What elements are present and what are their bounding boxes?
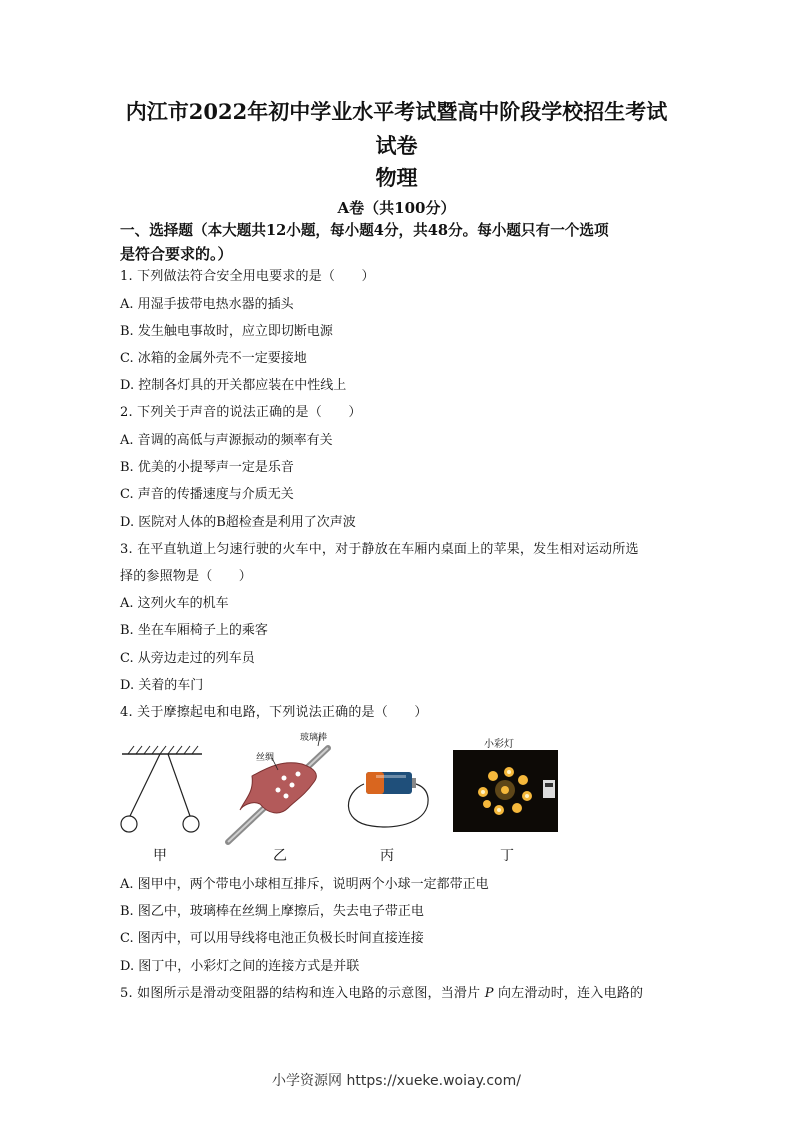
question-4-stem: 4. 关于摩擦起电和电路，下列说法正确的是（ ）	[120, 705, 428, 720]
question-5-stem	[120, 985, 643, 1003]
question-3-option-a: A. 这列火车的机车	[120, 596, 229, 611]
question-1-stem: 1. 下列做法符合安全用电要求的是（ ）	[120, 269, 375, 284]
subject-title: 物理	[375, 165, 418, 190]
figure-ding-string-lights	[453, 750, 558, 832]
question-2-option-a: A. 音调的高低与声源振动的频率有关	[120, 433, 333, 448]
question-3-option-b: B. 坐在车厢椅子上的乘客	[120, 623, 268, 638]
question-1-option-a: A. 用湿手拔带电热水器的插头	[120, 297, 294, 312]
question-2-option-b: B. 优美的小提琴声一定是乐音	[120, 460, 294, 475]
question-3-option-c: C. 从旁边走过的列车员	[120, 651, 255, 666]
section-heading-line2: 是符合要求的。）	[120, 245, 233, 263]
question-3-stem-line1: 3. 在平直轨道上匀速行驶的火车中，对于静放在车厢内桌面上的苹果，发生相对运动所选	[120, 542, 639, 557]
question-5-stem-post: 向左滑动时，连入电路的	[497, 986, 644, 1001]
question-5-variable-p: P	[484, 986, 494, 1001]
question-5-stem-pre: 5. 如图所示是滑动变阻器的结构和连入电路的示意图，当滑片	[120, 986, 481, 1001]
page-footer-watermark: 小学资源网 https://xueke.woiay.com/	[272, 1073, 521, 1089]
figure-yi-glass-rod-silk	[222, 730, 342, 848]
question-4-option-a: A. 图甲中，两个带电小球相互排斥，说明两个小球一定都带正电	[120, 877, 489, 892]
figure-label-ding: 丁	[500, 848, 514, 864]
question-2-option-d: D. 医院对人体的B超检查是利用了次声波	[120, 515, 356, 530]
figure-jia-charged-balls	[118, 742, 208, 834]
question-1-option-c: C. 冰箱的金属外壳不一定要接地	[120, 351, 307, 366]
question-3-stem-line2: 择的参照物是（ ）	[120, 569, 253, 584]
question-4-option-d: D. 图丁中，小彩灯之间的连接方式是并联	[120, 959, 360, 974]
part-heading: A卷（共100分）	[337, 199, 456, 217]
question-1-option-d: D. 控制各灯具的开关都应装在中性线上	[120, 378, 347, 393]
exam-title-line1: 内江市2022年初中学业水平考试暨高中阶段学校招生考试	[125, 99, 668, 124]
label-glass-rod: 玻璃棒	[300, 733, 328, 743]
figure-label-bing: 丙	[380, 848, 394, 864]
figure-label-jia: 甲	[153, 848, 167, 864]
label-silk: 丝绸	[256, 753, 275, 763]
question-3-option-d: D. 关着的车门	[120, 678, 204, 693]
question-2-option-c: C. 声音的传播速度与介质无关	[120, 487, 294, 502]
label-string-lights: 小彩灯	[484, 739, 514, 750]
question-1-option-b: B. 发生触电事故时，应立即切断电源	[120, 324, 333, 339]
section-heading-line1: 一、选择题（本大题共12小题，每小题4分，共48分。每小题只有一个选项	[120, 222, 609, 239]
question-2-stem: 2. 下列关于声音的说法正确的是（ ）	[120, 405, 362, 420]
question-4-option-b: B. 图乙中，玻璃棒在丝绸上摩擦后，失去电子带正电	[120, 904, 424, 919]
exam-title-line2: 试卷	[375, 133, 418, 158]
figure-label-yi: 乙	[273, 848, 287, 864]
figure-bing-battery-short	[342, 762, 437, 837]
question-4-option-c: C. 图丙中，可以用导线将电池正负极长时间直接连接	[120, 931, 424, 946]
